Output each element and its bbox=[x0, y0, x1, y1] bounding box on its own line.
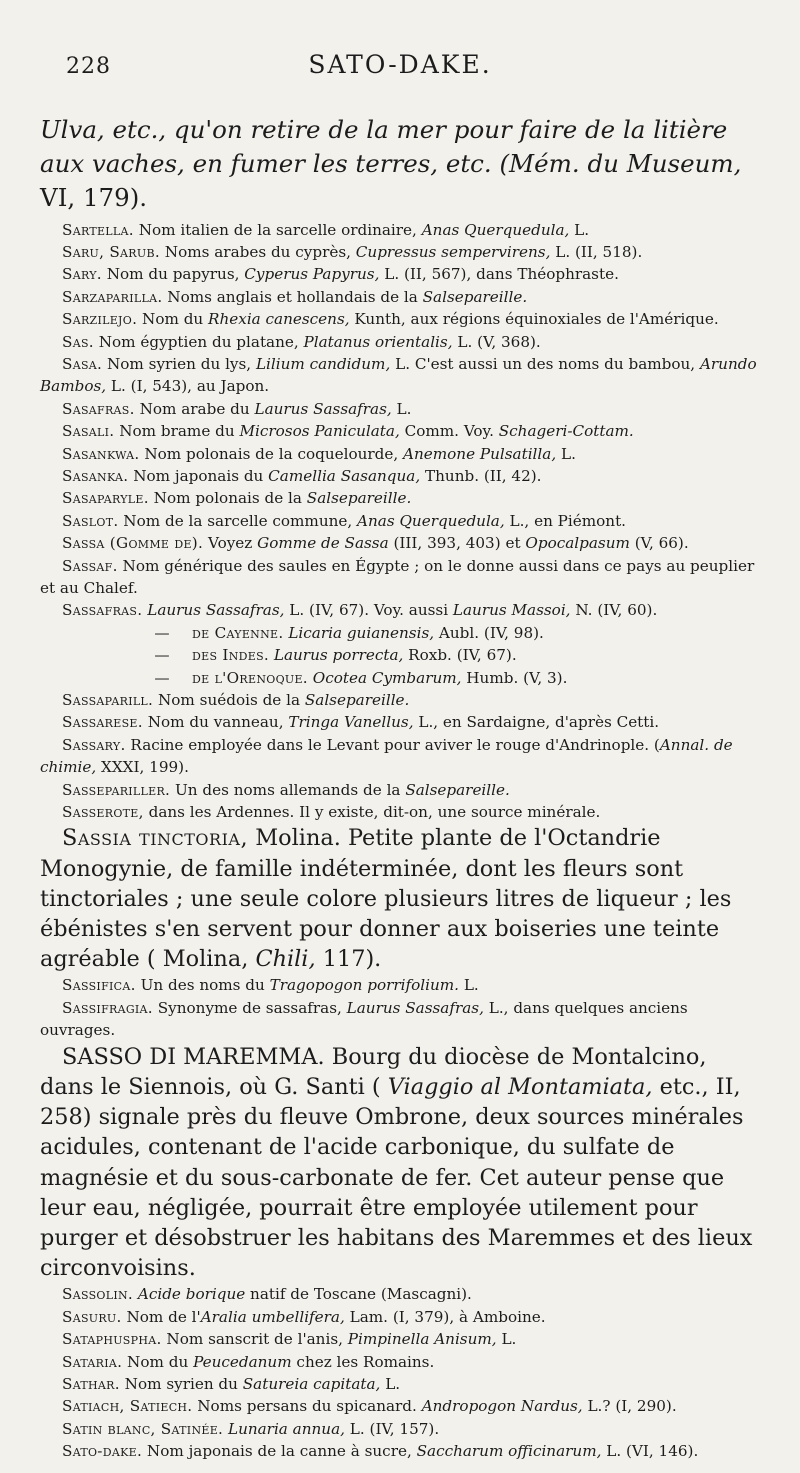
entry-text: L. (IV, 67). Voy. aussi bbox=[284, 601, 453, 620]
species-name: Tragopogon porrifolium. bbox=[269, 976, 459, 995]
headword: de l'Orenoque. bbox=[192, 668, 308, 687]
entry-sassaf bbox=[40, 555, 760, 600]
headword: SASSO DI MAREMMA. bbox=[62, 1043, 325, 1070]
headword: Sassolin. bbox=[62, 1285, 134, 1304]
entry-text: L. (VI, 146). bbox=[601, 1442, 699, 1461]
species-name: Pimpinella Anisum, bbox=[347, 1330, 497, 1349]
entry-sasankwa bbox=[40, 443, 760, 465]
entry-sarzaparilla bbox=[40, 286, 760, 308]
headword: Sassarese. bbox=[62, 713, 143, 732]
entry-text: Kunth, aux régions équinoxiales de l'Amérique. bbox=[349, 310, 719, 329]
entry-text: Nom du vanneau, bbox=[142, 713, 289, 732]
entry-text: dans les Ardennes. Il y existe, dit-on, une source minérale. bbox=[143, 803, 601, 822]
headword: Sato-dake. bbox=[62, 1442, 143, 1461]
species-name: Licaria guianensis, bbox=[283, 623, 435, 642]
entry-text: XXXI, 199). bbox=[96, 758, 189, 777]
species-name: Anemone Pulsatilla, bbox=[403, 444, 557, 463]
species-name: Lunaria annua, bbox=[223, 1419, 345, 1438]
entry-text: chez les Romains. bbox=[291, 1352, 435, 1371]
headword: Saslot. bbox=[62, 511, 119, 530]
headword: de Cayenne. bbox=[192, 623, 284, 642]
entry-text: Nom japonais du bbox=[128, 466, 269, 485]
entry-text: Un des noms allemands de la bbox=[170, 780, 406, 799]
headword: Sasankwa. bbox=[62, 444, 140, 463]
entry-sataphuspha bbox=[40, 1328, 760, 1350]
running-title: SATO-DAKE. bbox=[308, 50, 492, 79]
entry-text: Noms anglais et hollandais de la bbox=[162, 287, 423, 306]
species-name: Platanus orientalis, bbox=[303, 332, 453, 351]
entry-sathar bbox=[40, 1373, 760, 1395]
entry-text: (III, 393, 403) et bbox=[388, 534, 526, 553]
entry-text: L. bbox=[391, 399, 412, 418]
entry-text: Nom suédois de la bbox=[153, 691, 305, 710]
entry-sasuru bbox=[40, 1306, 760, 1328]
species-name: Cyperus Papyrus, bbox=[244, 265, 380, 284]
entry-sarzilejo bbox=[40, 308, 760, 330]
entry-sassifica bbox=[40, 974, 760, 996]
headword: Sataphuspha. bbox=[62, 1330, 162, 1349]
entry-text: L. bbox=[569, 220, 590, 239]
entry-sasali bbox=[40, 420, 760, 442]
headword: Sassa (Gomme de). bbox=[62, 534, 204, 553]
entry-text: Humb. (V, 3). bbox=[461, 668, 568, 687]
entry-sassolin bbox=[40, 1283, 760, 1305]
species-name: Cupressus sempervirens, bbox=[355, 242, 551, 261]
entry-text: VI, 179). bbox=[40, 182, 148, 212]
running-head bbox=[40, 48, 760, 88]
entry-text: Nom japonais de la canne à sucre, bbox=[142, 1442, 417, 1461]
entry-text: L. bbox=[380, 1374, 401, 1393]
entry-sasa bbox=[40, 353, 760, 398]
species-name: Acide borique bbox=[133, 1285, 246, 1304]
entry-text: Comm. Voy. bbox=[399, 422, 499, 441]
subentry-cayenne bbox=[40, 622, 760, 644]
entry-text: Nom brame du bbox=[114, 422, 240, 441]
entry-sassepariller bbox=[40, 779, 760, 801]
headword: Sathar. bbox=[62, 1374, 120, 1393]
entry-text: Nom égyptien du platane, bbox=[93, 332, 304, 351]
species-name: Tringa Vanellus, bbox=[288, 713, 414, 732]
entry-text: Nom générique des saules en Égypte ; on le donne aussi dans ce pays au peuplier et au Chalef. bbox=[40, 556, 755, 597]
headword: Sasanka. bbox=[62, 466, 129, 485]
entry-text: Nom arabe du bbox=[134, 399, 255, 418]
entry-text: Nom polonais de la coquelourde, bbox=[139, 444, 404, 463]
entry-sassarese bbox=[40, 711, 760, 733]
headword: Sassaparill. bbox=[62, 691, 154, 710]
continuation-paragraph bbox=[40, 113, 760, 215]
species-name: Saccharum officinarum, bbox=[416, 1442, 602, 1461]
entry-text: Noms persans du spicanard. bbox=[192, 1397, 422, 1416]
entry-sassaparill bbox=[40, 689, 760, 711]
entry-text: Ulva, etc., qu'on retire de la mer pour faire de la litière aux vaches, en fumer les terres, etc. ( bbox=[40, 114, 728, 178]
entry-text: Nom italien de la sarcelle ordinaire, bbox=[133, 220, 422, 239]
headword: Saru, Sarub. bbox=[62, 242, 160, 261]
headword: Sary. bbox=[62, 265, 102, 284]
entry-sasserote bbox=[40, 801, 760, 823]
headword: Sasali. bbox=[62, 422, 115, 441]
entry-satiach bbox=[40, 1395, 760, 1417]
headword: Sartella. bbox=[62, 220, 134, 239]
entry-text: Lam. (I, 379), à Amboine. bbox=[344, 1307, 546, 1326]
species-name: Microsos Paniculata, bbox=[239, 422, 400, 441]
entry-text: Molina. Petite plante de l'Octandrie Monogynie, de famille indéterminée, dont les fleurs sont tinctoriales ; une seule colore plusieurs litres de liqueur ; les ébénistes s'en servent pour donner aux boiseries une teinte agréable ( Molina, bbox=[40, 825, 732, 973]
entry-text: etc., II, 258) signale près du fleuve Ombrone, deux sources minérales acidules, contenant de l'acide carbonique, du sulfate de magnésie et du sous-carbonate de fer. Cet auteur pense que leur eau, négligée, pourrait être employée utilement pour purger et désobstruer les habitans des Maremmes et des lieux circonvoisins. bbox=[40, 1073, 753, 1282]
entry-text: L. (II, 567), dans Théophraste. bbox=[379, 265, 619, 284]
entry-text: L. (IV, 157). bbox=[344, 1419, 440, 1438]
entry-sasanka bbox=[40, 465, 760, 487]
headword: Sarzaparilla. bbox=[62, 287, 163, 306]
species-name: Salsepareille. bbox=[306, 489, 412, 508]
entry-text: L., dans quelques anciens ouvrages. bbox=[40, 998, 688, 1040]
headword: Sassepariller. bbox=[62, 780, 171, 799]
species-name: Peucedanum bbox=[193, 1352, 292, 1371]
entry-text: natif de Toscane (Mascagni). bbox=[245, 1285, 472, 1304]
entry-text: Bourg du diocèse de Montalcino, dans le Siennois, où G. Santi ( bbox=[40, 1043, 707, 1100]
headword: Sassaf. bbox=[62, 556, 118, 575]
entry-text: L. C'est aussi un des noms du bambou, bbox=[390, 354, 700, 373]
entry-text: Un des noms du bbox=[135, 976, 270, 995]
entry-sartella bbox=[40, 219, 760, 241]
entry-text: Synonyme de sassafras, bbox=[152, 998, 347, 1017]
headword: Sassia tinctoria, bbox=[62, 825, 249, 852]
entry-sasaparyle bbox=[40, 487, 760, 509]
species-name: Rhexia canescens, bbox=[208, 310, 350, 329]
species-name: Laurus Sassafras, bbox=[346, 998, 484, 1017]
entry-text: Nom du bbox=[137, 310, 209, 329]
species-name: Arundo Bambos, bbox=[40, 354, 757, 396]
headword: Sasa. bbox=[62, 354, 103, 373]
headword: Sas. bbox=[62, 332, 94, 351]
entry-text: (V, 66). bbox=[629, 534, 689, 553]
entry-sassa-gomme bbox=[40, 532, 760, 554]
headword: Satiach, Satiech. bbox=[62, 1397, 193, 1416]
entry-sassifragia bbox=[40, 997, 760, 1042]
dash-mark: — bbox=[154, 668, 170, 687]
citation: Annal. de chimie, bbox=[40, 735, 733, 777]
headword: Sassifica. bbox=[62, 976, 136, 995]
citation: Chili, bbox=[255, 946, 316, 973]
entry-text: L. bbox=[496, 1330, 517, 1349]
species-name: Satureia capitata, bbox=[242, 1374, 381, 1393]
species-name: Anas Querquedula, bbox=[357, 511, 505, 530]
dash-mark: — bbox=[154, 623, 170, 642]
entry-text: Nom sanscrit de l'anis, bbox=[161, 1330, 348, 1349]
entry-sasafras bbox=[40, 398, 760, 420]
species-name: Camellia Sasanqua, bbox=[268, 466, 421, 485]
entry-text: Nom de la sarcelle commune, bbox=[118, 511, 358, 530]
entry-text: Racine employée dans le Levant pour aviver le rouge d'Andrinople. ( bbox=[125, 735, 660, 754]
entry-sassia-tinctoria bbox=[40, 823, 760, 974]
species-name: Aralia umbellifera, bbox=[200, 1307, 345, 1326]
species-name: Salsepareille. bbox=[405, 780, 510, 799]
headword: Sassifragia. bbox=[62, 998, 153, 1017]
headword: des Indes. bbox=[192, 646, 270, 665]
entry-text: Nom syrien du lys, bbox=[102, 354, 256, 373]
headword: Sasaparyle. bbox=[62, 489, 149, 508]
species-name: Laurus porrecta, bbox=[269, 646, 404, 665]
headword: Sarzilejo. bbox=[62, 310, 138, 329]
cross-reference: Gomme de Sassa bbox=[257, 534, 389, 553]
headword: Sasuru. bbox=[62, 1307, 122, 1326]
entry-text: Noms arabes du cyprès, bbox=[159, 242, 356, 261]
entry-text: L. (II, 518). bbox=[550, 242, 643, 261]
page-number: 228 bbox=[66, 54, 111, 79]
entry-text: L., en Sardaigne, d'après Cetti. bbox=[413, 713, 660, 732]
cross-reference: Opocalpasum bbox=[525, 534, 630, 553]
entry-text: N. (IV, 60). bbox=[570, 601, 658, 620]
entry-text: 117). bbox=[315, 946, 382, 973]
cross-reference: Schageri-Cottam. bbox=[498, 422, 634, 441]
entry-sassary bbox=[40, 734, 760, 779]
entry-text: Aubl. (IV, 98). bbox=[434, 623, 544, 642]
headword: Sasserote, bbox=[62, 803, 144, 822]
entry-satin-blanc bbox=[40, 1418, 760, 1440]
entry-text: Nom de l' bbox=[121, 1307, 201, 1326]
citation: Mém. du Museum, bbox=[509, 148, 742, 178]
entry-text: Thunb. (II, 42). bbox=[420, 466, 542, 485]
headword: Sataria. bbox=[62, 1352, 123, 1371]
species-name: Anas Querquedula, bbox=[421, 220, 570, 239]
entry-text: L. (I, 543), au Japon. bbox=[106, 377, 270, 396]
entry-sary bbox=[40, 263, 760, 285]
citation: Viaggio al Montamiata, bbox=[387, 1073, 653, 1100]
headword: Satin blanc, Satinée. bbox=[62, 1419, 224, 1438]
entries bbox=[40, 113, 760, 1463]
entry-sasso-di-maremma bbox=[40, 1042, 760, 1284]
subentry-orenoque bbox=[40, 667, 760, 689]
entry-text: L.? (I, 290). bbox=[582, 1397, 677, 1416]
entry-sassafras bbox=[40, 599, 760, 621]
headword: Sassary. bbox=[62, 735, 126, 754]
entry-text: Voyez bbox=[203, 534, 258, 553]
entry-text: Roxb. (IV, 67). bbox=[403, 646, 517, 665]
entry-sataria bbox=[40, 1351, 760, 1373]
headword: Sassafras. bbox=[62, 601, 143, 620]
dash-mark: — bbox=[154, 646, 170, 665]
species-name: Salsepareille. bbox=[422, 287, 528, 306]
entry-saslot bbox=[40, 510, 760, 532]
entry-text: L. bbox=[459, 976, 479, 995]
species-name: Ocotea Cymbarum, bbox=[307, 668, 462, 687]
entry-text: L. bbox=[556, 444, 576, 463]
entry-sato-dake bbox=[40, 1440, 760, 1462]
subentry-indes bbox=[40, 644, 760, 666]
entry-text: Nom syrien du bbox=[119, 1374, 243, 1393]
entry-text: Nom du bbox=[122, 1352, 194, 1371]
entry-sas bbox=[40, 331, 760, 353]
species-name: Andropogon Nardus, bbox=[421, 1397, 583, 1416]
headword: Sasafras. bbox=[62, 399, 135, 418]
species-name: Laurus Sassafras, bbox=[254, 399, 392, 418]
species-name: Salsepareille. bbox=[304, 691, 410, 710]
entry-text: Nom polonais de la bbox=[148, 489, 307, 508]
species-name: Lilium candidum, bbox=[255, 354, 391, 373]
entry-text: L., en Piémont. bbox=[504, 511, 627, 530]
species-name: Laurus Sassafras, bbox=[142, 601, 285, 620]
species-name: Laurus Massoi, bbox=[452, 601, 571, 620]
entry-saru bbox=[40, 241, 760, 263]
entry-text: L. (V, 368). bbox=[452, 332, 541, 351]
entry-text: Nom du papyrus, bbox=[101, 265, 245, 284]
